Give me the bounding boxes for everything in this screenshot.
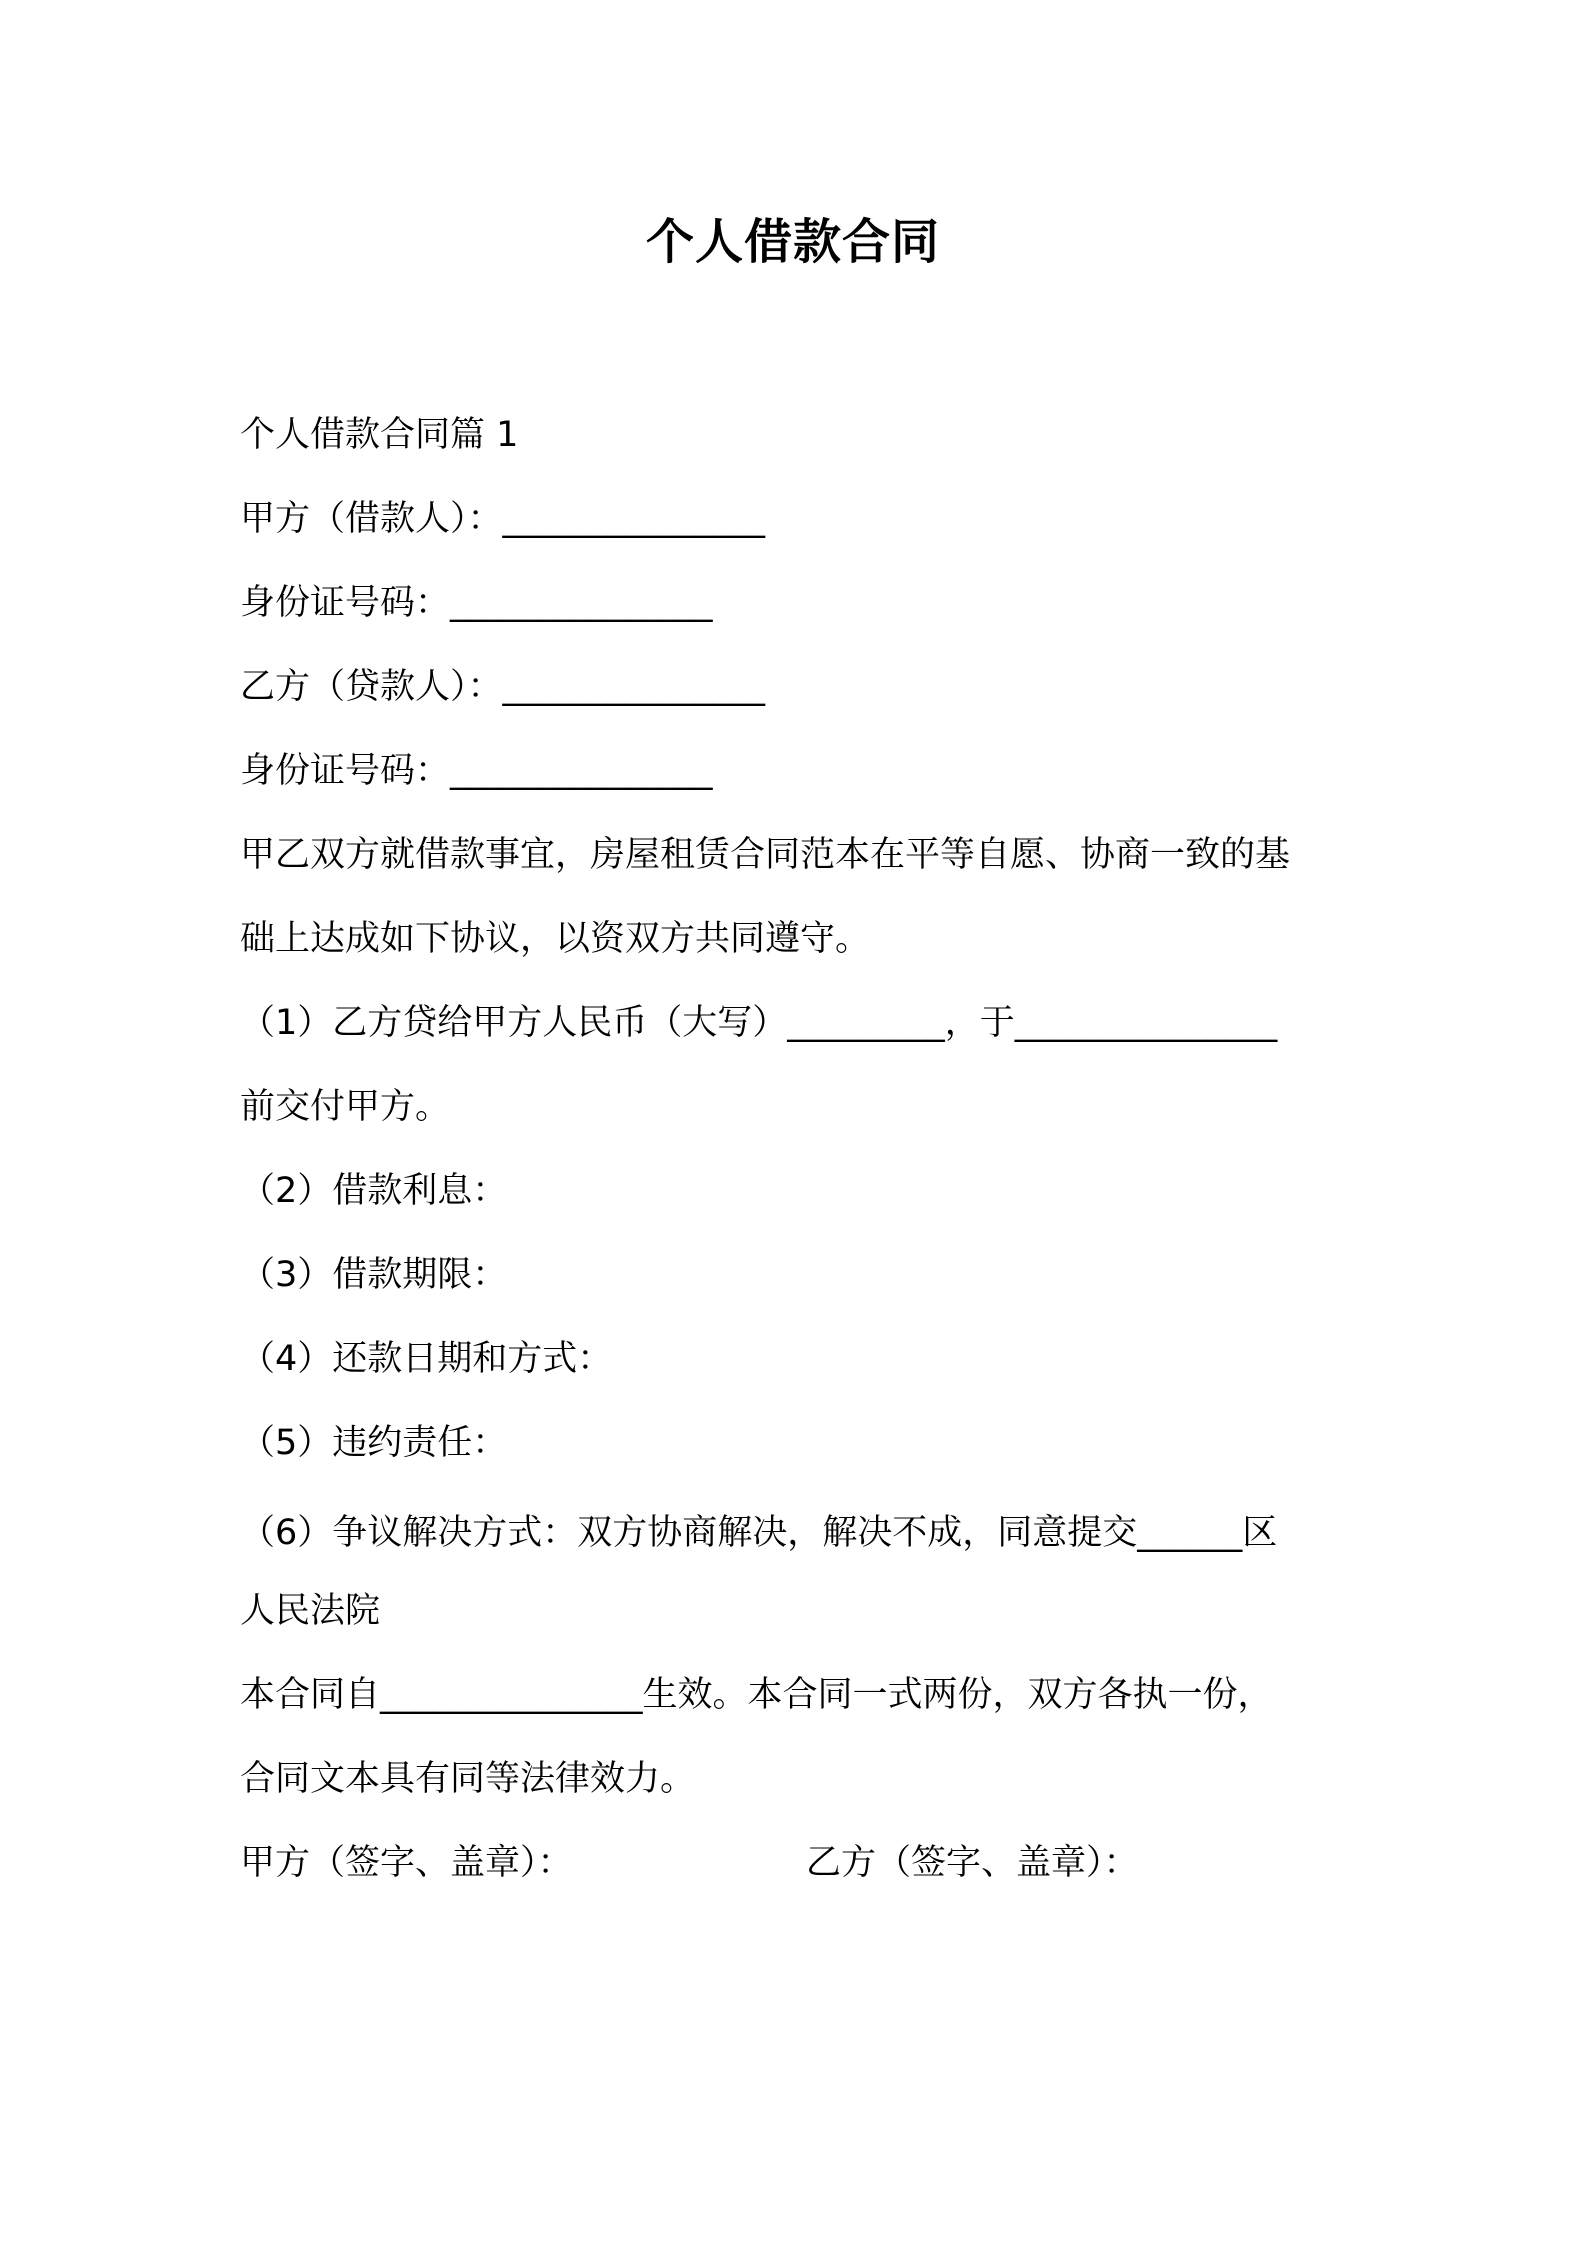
signature-party-a: 甲方（签字、盖章）： (240, 1843, 573, 1883)
party-a-line: 甲方（借款人）：_______________ (240, 499, 766, 539)
intro-line-1: 甲乙双方就借款事宜，房屋租赁合同范本在平等自愿、协商一致的基 (240, 835, 1291, 875)
clause-6-line-1: （6）争议解决方式：双方协商解决，解决不成，同意提交______区 (240, 1513, 1278, 1553)
clause-5: （5）违约责任： (240, 1423, 508, 1463)
clause-2: （2）借款利息： (240, 1171, 508, 1211)
section-heading: 个人借款合同篇 1 (240, 415, 519, 455)
clause-3: （3）借款期限： (240, 1255, 508, 1295)
clause-1-line-1: （1）乙方贷给甲方人民币（大写）_________，于_______________ (240, 1003, 1278, 1043)
document-title: 个人借款合同 (645, 214, 940, 270)
clause-6-line-2: 人民法院 (240, 1591, 381, 1631)
party-b-id-line: 身份证号码：_______________ (240, 751, 713, 791)
effect-line-2: 合同文本具有同等法律效力。 (240, 1759, 696, 1799)
party-a-id-line: 身份证号码：_______________ (240, 583, 713, 623)
effect-line-1: 本合同自_______________生效。本合同一式两份，双方各执一份， (240, 1675, 1273, 1715)
intro-line-2: 础上达成如下协议，以资双方共同遵守。 (240, 919, 871, 959)
clause-1-line-2: 前交付甲方。 (240, 1087, 451, 1127)
party-b-line: 乙方（贷款人）：_______________ (240, 667, 766, 707)
signature-party-b: 乙方（签字、盖章）： (806, 1843, 1139, 1883)
clause-4: （4）还款日期和方式： (240, 1339, 613, 1379)
